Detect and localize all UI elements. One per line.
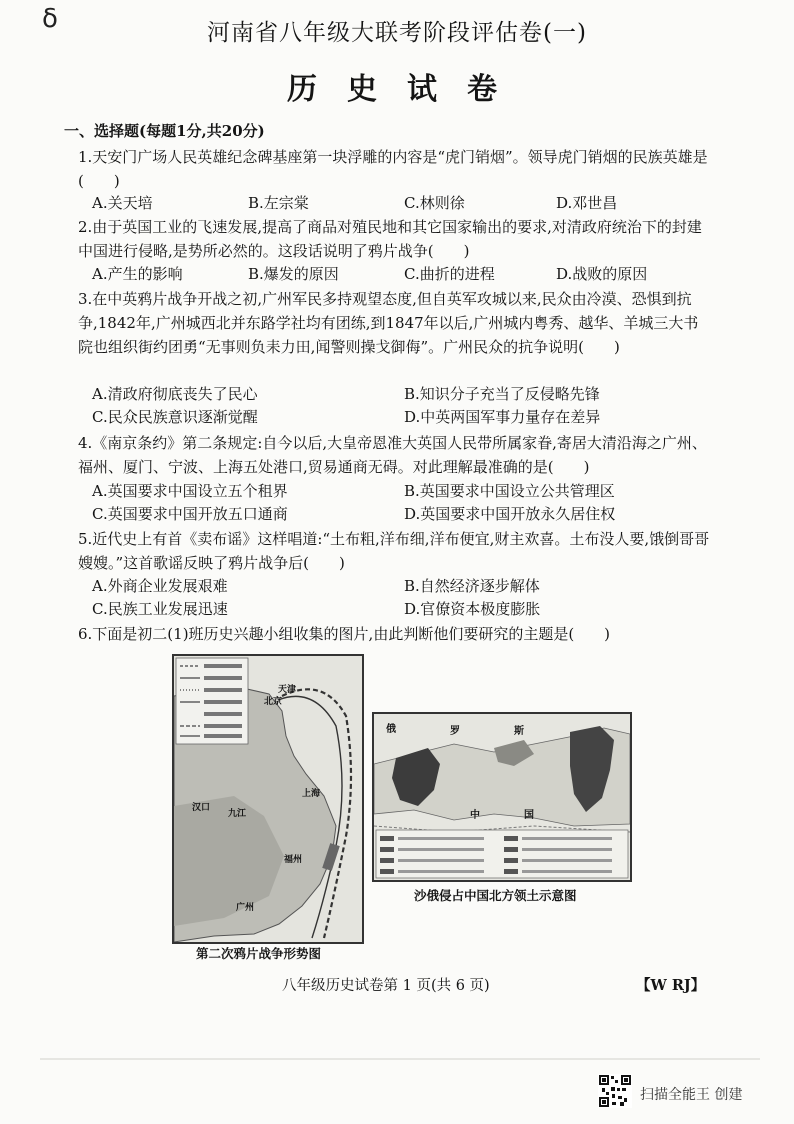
question-2-stem: 2.由于英国工业的飞速发展,提高了商品对殖民地和其它国家输出的要求,对清政府统治下的封建中国进行侵略,是势所必然的。这段话说明了鸦片战争( ) (78, 218, 702, 260)
q3-option-a: A.清政府彻底丧失了民心 (92, 385, 258, 403)
q2-option-c: C.曲折的进程 (404, 265, 495, 283)
map-label-luo: 罗 (450, 726, 460, 737)
map-label-hankou: 汉口 (192, 803, 211, 813)
map-label-si: 斯 (514, 726, 524, 737)
map-label-guangzhou: 广州 (236, 903, 255, 913)
question-3-stem: 3.在中英鸦片战争开战之初,广州军民多持观望态度,但自英军攻城以来,民众由冷漠、恐惧到抗争,1842年,广州城西北并东路学社均有团练,到1847年以后,广州城内粤秀、越华、羊城三大书院也组织街约团勇“无事则负耒力田,闻警则操戈御侮”。广州民众的抗争说明( ) (78, 290, 699, 356)
q5-option-a: A.外商企业发展艰难 (92, 577, 228, 595)
question-1-stem: 1.天安门广场人民英雄纪念碑基座第一块浮雕的内容是“虎门销烟”。领导虎门销烟的民族英雄是( ) (78, 148, 708, 190)
left-figure-caption: 第二次鸦片战争形势图 (196, 946, 322, 961)
q1-option-a: A.关天培 (92, 194, 153, 212)
russia-occupation-map (372, 712, 632, 882)
q2-option-b: B.爆发的原因 (248, 265, 339, 283)
map-label-guo: 国 (524, 810, 534, 821)
page-footer: 八年级历史试卷第 1 页(共 6 页) (282, 978, 490, 994)
q5-option-b: B.自然经济逐步解体 (404, 577, 540, 595)
edition-code: 【W RJ】 (636, 977, 706, 994)
map-label-jiujiang: 九江 (228, 809, 247, 819)
q5-option-c: C.民族工业发展迅速 (92, 600, 228, 618)
qr-code-icon (598, 1074, 632, 1108)
russia-occupation-map-drawing (374, 714, 630, 880)
watermark-text: 扫描全能王 创建 (640, 1087, 743, 1103)
q1-option-b: B.左宗棠 (248, 194, 309, 212)
q3-option-b: B.知识分子充当了反侵略先锋 (404, 385, 600, 403)
q3-option-c: C.民众民族意识逐渐觉醒 (92, 408, 258, 426)
q4-option-d: D.英国要求中国开放永久居住权 (404, 505, 616, 523)
map-label-shanghai: 上海 (302, 789, 321, 799)
map-label-fuzhou: 福州 (284, 855, 303, 865)
question-5-stem: 5.近代史上有首《卖布谣》这样唱道:“土布粗,洋布细,洋布便宜,财主欢喜。土布没人要,饿倒哥哥嫂嫂。”这首歌谣反映了鸦片战争后( ) (78, 530, 710, 572)
question-4-stem: 4.《南京条约》第二条规定:自今以后,大皇帝恩准大英国人民带所属家眷,寄居大清沿海之广州、福州、厦门、宁波、上海五处港口,贸易通商无碍。对此理解最准确的是( ) (78, 434, 707, 476)
section-heading: 一、选择题(每题1分,共20分) (64, 122, 265, 140)
q1-option-c: C.林则徐 (404, 194, 465, 212)
q2-option-a: A.产生的影响 (92, 265, 183, 283)
q2-option-d: D.战败的原因 (556, 265, 648, 283)
q4-option-b: B.英国要求中国设立公共管理区 (404, 482, 615, 500)
map-label-beijing: 北京 (264, 697, 283, 707)
map-label-zhong: 中 (470, 810, 480, 821)
exam-title: 河南省八年级大联考阶段评估卷(一) (207, 20, 587, 46)
map-label-e: 俄 (386, 724, 396, 735)
q5-option-d: D.官僚资本极度膨胀 (404, 600, 541, 618)
q4-option-a: A.英国要求中国设立五个租界 (92, 482, 288, 500)
map-label-tianjin: 天津 (278, 685, 297, 695)
paper-title: 历史试卷 (287, 72, 527, 107)
q1-option-d: D.邓世昌 (556, 194, 618, 212)
right-figure-caption: 沙俄侵占中国北方领土示意图 (414, 888, 577, 903)
q4-option-c: C.英国要求中国开放五口通商 (92, 505, 288, 523)
handwritten-mark: δ (42, 4, 58, 34)
second-opium-war-map (172, 654, 364, 944)
scan-artifact-line (40, 1058, 760, 1060)
q3-option-d: D.中英两国军事力量存在差异 (404, 408, 601, 426)
question-6-stem: 6.下面是初二(1)班历史兴趣小组收集的图片,由此判断他们要研究的主题是( ) (78, 625, 611, 643)
